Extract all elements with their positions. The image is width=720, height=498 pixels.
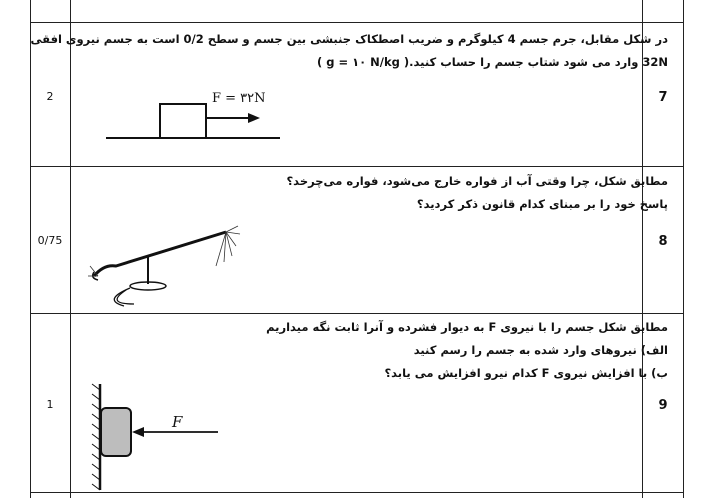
question-line: مطابق شکل جسم را با نیروی F به دیوار فشرده و آنرا ثابت نگه میداریم [266,320,668,334]
question-line: مطابق شکل، چرا وقتی آب از فواره خارج می‌شود، فواره می‌چرخد؟ [286,174,668,188]
force-label: F [172,413,183,431]
row-divider [30,166,684,167]
question-text [31,28,668,74]
block-force-diagram [100,88,300,148]
table-border-left [30,0,31,498]
sprinkler-figure [86,206,246,311]
question-text [266,316,668,385]
question-line: پاسخ خود را بر مبنای کدام قانون ذکر کردید؟ [416,197,668,211]
question-text [287,170,668,216]
question-line: الف) نیروهای وارد شده به جسم را رسم کنید [413,343,668,357]
question-number: 8 [658,234,668,249]
question-score: 0/75 [37,234,63,247]
wall-block-figure [80,380,230,492]
question-score: 2 [46,90,54,103]
row-divider [30,313,684,314]
question-number: 9 [658,398,668,413]
question-score: 1 [46,398,54,411]
force-label: F = ۳۲N [212,91,266,106]
question-line: 32N وارد می شود شتاب جسم را حساب کنید.( g = ۱۰ N/kg ) [316,55,668,69]
question-number: 7 [658,90,668,105]
question-line: در شکل مقابل، جرم جسم 4 کیلوگرم و ضریب اصطکاک جنبشی بین جسم و سطح 0/2 است به جسم نیروی افقی [30,32,668,46]
row-divider [30,22,684,23]
score-column-divider [70,0,71,498]
number-column-divider [642,0,643,498]
row-divider [30,492,684,493]
table-border-right [683,0,684,498]
question-line: ب) با افزایش نیروی F کدام نیرو افزایش می یابد؟ [384,366,668,380]
